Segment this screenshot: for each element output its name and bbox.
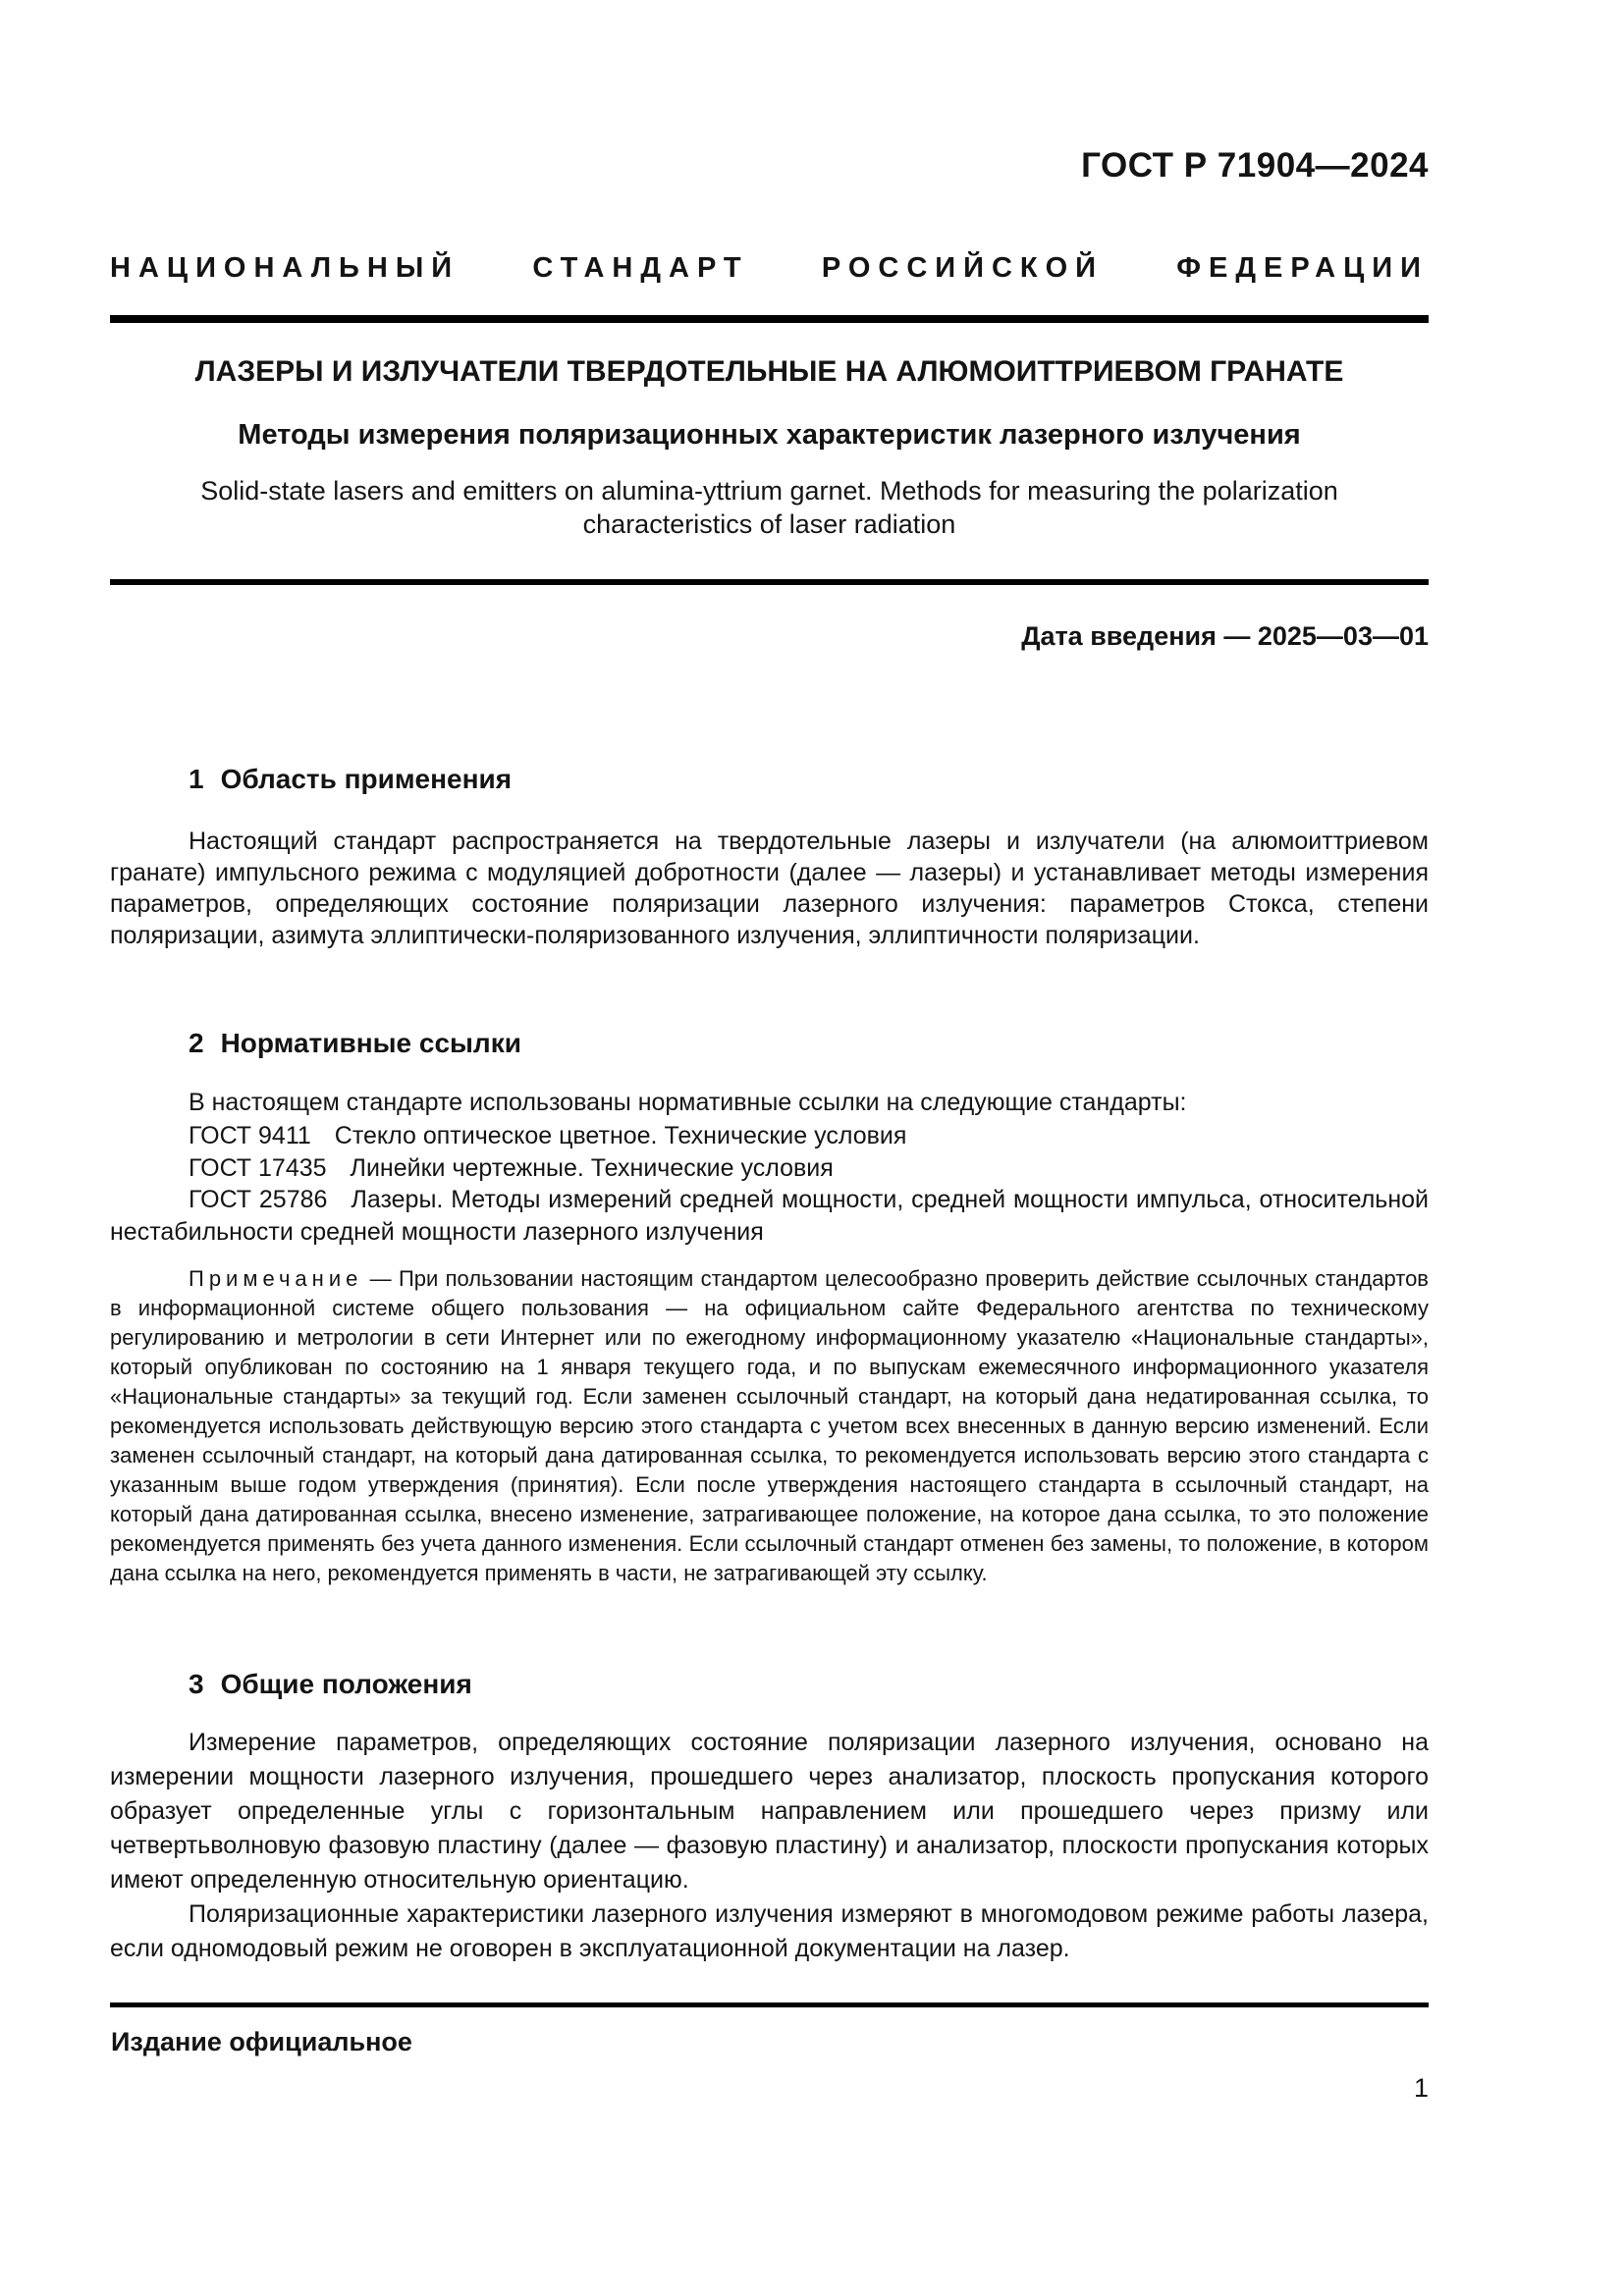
doc-code: ГОСТ Р 71904—2024 xyxy=(1081,146,1429,185)
section-2-title: Нормативные ссылки xyxy=(220,1028,521,1058)
section-1-heading xyxy=(189,762,1429,796)
section-3-paragraph: Измерение параметров, определяющих состояние поляризации лазерного излучения, основано на измерении мощности лазерного излучения, прошедшего через анализатор, плоскость пропускания которого образует определенные углы с горизонтальным направлением или прошедшего через призму или четвертьволновую фазовую пластину (далее — фазовую пластину) и анализатор, плоскости пропускания которых имеют определенную относительную ориентацию. xyxy=(110,1729,1429,1894)
note-text: — При пользовании настоящим стандартом целесообразно проверить действие ссылочных стандартов в информационной системе общего пользования — на официальном сайте Федерального агентства по техническому регулированию и метрологии в сети Интернет или по ежегодному информационному указателю «Национальные стандарты», который опубликован по состоянию на 1 января текущего года, и по выпускам ежемесячного информационного указателя «Национальные стандарты» за текущий год. Если заменен ссылочный стандарт, на который дана недатированная ссылка, то рекомендуется использовать действующую версию этого стандарта с учетом всех внесенных в данную версию изменений. Если заменен ссылочный стандарт, на который дана датированная ссылка, то рекомендуется использовать версию этого стандарта с указанным выше годом утверждения (принятия). Если после утверждения настоящего стандарта в ссылочный стандарт, на который дана датированная ссылка, внесено изменение, затрагивающее положение, на которое дана ссылка, то это положение рекомендуется применять без учета данного изменения. Если ссылочный стандарт отменен без замены, то положение, в котором дана ссылка на него, рекомендуется применять в части, не затрагивающей эту ссылку. xyxy=(110,1266,1429,1585)
section-3-number: 3 xyxy=(189,1669,204,1699)
title-russian-main: ЛАЗЕРЫ И ИЗЛУЧАТЕЛИ ТВЕРДОТЕЛЬНЫЕ НА АЛЮМОИТТРИЕВОМ ГРАНАТЕ xyxy=(194,355,1344,388)
normative-ref xyxy=(110,1184,1429,1249)
effective-date: Дата введения — 2025—03—01 xyxy=(1021,621,1429,651)
standard-type-banner: НАЦИОНАЛЬНЫЙ СТАНДАРТ РОССИЙСКОЙ ФЕДЕРАЦИИ xyxy=(110,252,1429,284)
ref-title: Линейки чертежные. Технические условия xyxy=(350,1154,834,1182)
section-2-heading xyxy=(189,1026,1429,1060)
title-english: Solid-state lasers and emitters on alumina-yttrium garnet. Methods for measuring the polarization characteristics of laser radiation xyxy=(200,476,1338,539)
section-1-number: 1 xyxy=(189,764,204,794)
normative-ref xyxy=(110,1152,1429,1185)
section-3-paragraph: Поляризационные характеристики лазерного излучения измеряют в многомодовом режиме работы лазера, если одномодовый режим не оговорен в эксплуатационной документации на лазер. xyxy=(110,1900,1429,1962)
ref-title: Лазеры. Методы измерений средней мощности, средней мощности импульса, относительной нестабильности средней мощности лазерного излучения xyxy=(110,1186,1429,1246)
normative-ref xyxy=(110,1120,1429,1152)
section-2-number: 2 xyxy=(189,1028,204,1058)
section-2-intro: В настоящем стандарте использованы нормативные ссылки на следующие стандарты: xyxy=(189,1089,1187,1116)
section-3-title: Общие положения xyxy=(220,1669,472,1699)
section-3-heading xyxy=(189,1667,1429,1701)
section-1-title: Область применения xyxy=(220,764,513,794)
header-rule xyxy=(110,315,1429,323)
title-russian-sub: Методы измерения поляризационных характеристик лазерного излучения xyxy=(238,419,1301,451)
page-number: 1 xyxy=(1413,2073,1429,2103)
note-label: Примечание xyxy=(189,1266,363,1291)
note-block xyxy=(110,1264,1429,1588)
ref-code: ГОСТ 9411 xyxy=(189,1122,311,1149)
footer-rule xyxy=(110,2002,1429,2007)
official-edition-label: Издание официальное xyxy=(111,2027,412,2056)
ref-title: Стекло оптическое цветное. Технические условия xyxy=(334,1122,907,1149)
title-rule xyxy=(110,579,1429,585)
ref-code: ГОСТ 17435 xyxy=(189,1154,327,1182)
ref-code: ГОСТ 25786 xyxy=(189,1186,328,1213)
section-1-paragraph: Настоящий стандарт распространяется на твердотельные лазеры и излучатели (на алюмоиттриевом гранате) импульсного режима с модуляцией добротности (далее — лазеры) и устанавливает методы измерения параметров, определяющих состояние поляризации лазерного излучения: параметров Стокса, степени поляризации, азимута эллиптически-поляризованного излучения, эллиптичности поляризации. xyxy=(110,828,1429,949)
